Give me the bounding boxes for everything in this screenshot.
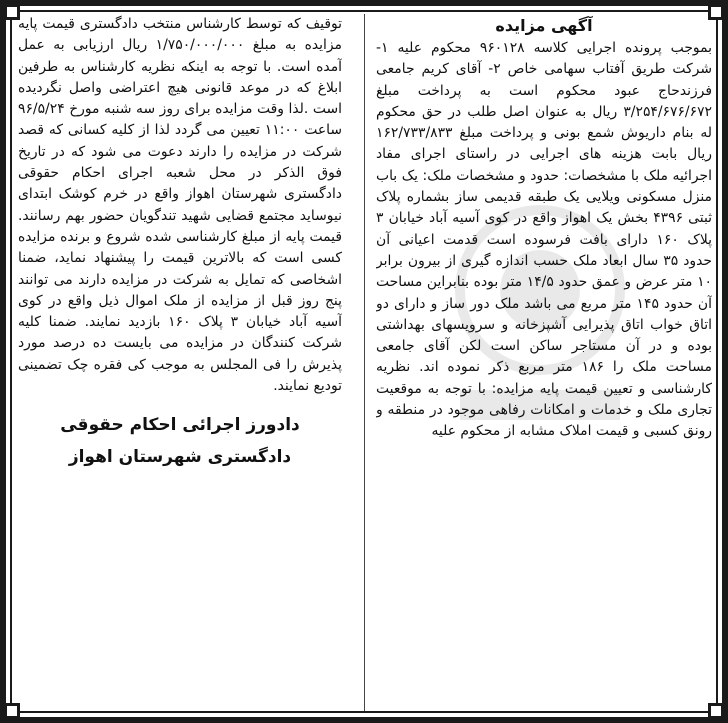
signature-line-2: دادگستری شهرستان اهواز — [68, 447, 292, 468]
notice-right-column — [376, 14, 712, 711]
notice-title: آگهی مزایده — [495, 16, 593, 35]
notice-left-column — [18, 14, 342, 711]
signature-block — [18, 409, 342, 473]
column-divider — [364, 14, 365, 711]
signature-line-1: دادورز اجرائی احکام حقوقی — [60, 415, 300, 436]
notice-body-right: بموجب پرونده اجرایی کلاسه ۹۶۰۱۲۸ محکوم علیه ۱- شرکت طریق آفتاب سهامی خاص ۲- آقای کریم جامعی فرزندحاج عبود محکوم است به پرداخت مبلغ ۳/۲۵۴/۶۷۶/۶۷۲ ریال به عنوان اصل طلب در حق محکوم له بنام داریوش شمع بونی و پرداخت مبلغ ۱۶۲/۷۳۳/۸۳۳ ریال بابت هزینه های اجرایی در راستای اجرای مفاد اجرائیه ملک با مشخصات: حدود و مشخصات ملک: یک باب منزل مسکونی ویلایی یک طبقه قدیمی ساز بشماره پلاک ثبتی ۴۳۹۶ بخش یک اهواز واقع در کوی آسیه آباد خیابان ۳ پلاک ۱۶۰ دارای بافت فرسوده است قدمت اعیانی آن حدود ۳۵ سال ابعاد ملک حسب اندازه گیری از بیرون برابر ۱۰ متر عرض و عمق حدود ۱۴/۵ متر بوده بنابراین مساحت آن حدود ۱۴۵ متر مربع می باشد ملک دور ساز و دارای دو اتاق خواب اتاق پذیرایی آشپزخانه و سرویسهای بهداشتی بوده و در آن مستاجر ساکن است لکن آقای جامعی مساحت ملک را ۱۸۶ متر مربع ذکر نموده اند. نظریه کارشناسی و تعیین قیمت پایه مزایده: با توجه به موقعیت تجاری ملک و خدمات و امکانات رفاهی موجود در منطقه و رونق کسبی و قیمت املاک مشابه از محکوم علیه — [376, 40, 712, 440]
notice-body-left: توقیف که توسط کارشناس منتخب دادگستری قیمت پایه مزایده به مبلغ ۱/۷۵۰/۰۰۰/۰۰۰ ریال ارزیابی به عمل آمده است. با توجه به اینکه نظریه کارشناس به طرفین ابلاغ که در موعد قانونی هیچ اعتراضی واصل نگردیده است .لذا وقت مزایده برای روز سه شنبه مورخ ۹۶/۵/۲۴ ساعت ۱۱:۰۰ تعیین می گردد لذا از کلیه کسانی که قصد شرکت در مزایده را دارند دعوت می شود که در تاریخ فوق الذکر در محل شعبه اجرای احکام حقوقی دادگستری شهرستان اهواز واقع در خرم کوشک ابتدای نیوساید مجتمع قضایی شهید تندگویان حضور بهم رسانند. قیمت پایه از مبلغ کارشناسی شده شروع و برنده مزایده کسی است که بالاترین قیمت را پیشنهاد نماید، ضمنا اشخاصی که تمایل به شرکت در مزایده دارند می توانند پنج روز قبل از مزایده از ملک اموال ذیل واقع در کوی آسیه آباد خیابان ۳ پلاک ۱۶۰ بازدید نمایند. ضمنا کلیه شرکت کنندگان در مزایده می بایست ده درصد مورد پذیرش را فی المجلس به موجب کی فقره چک تضمینی تودیع نمایند. — [18, 16, 342, 395]
